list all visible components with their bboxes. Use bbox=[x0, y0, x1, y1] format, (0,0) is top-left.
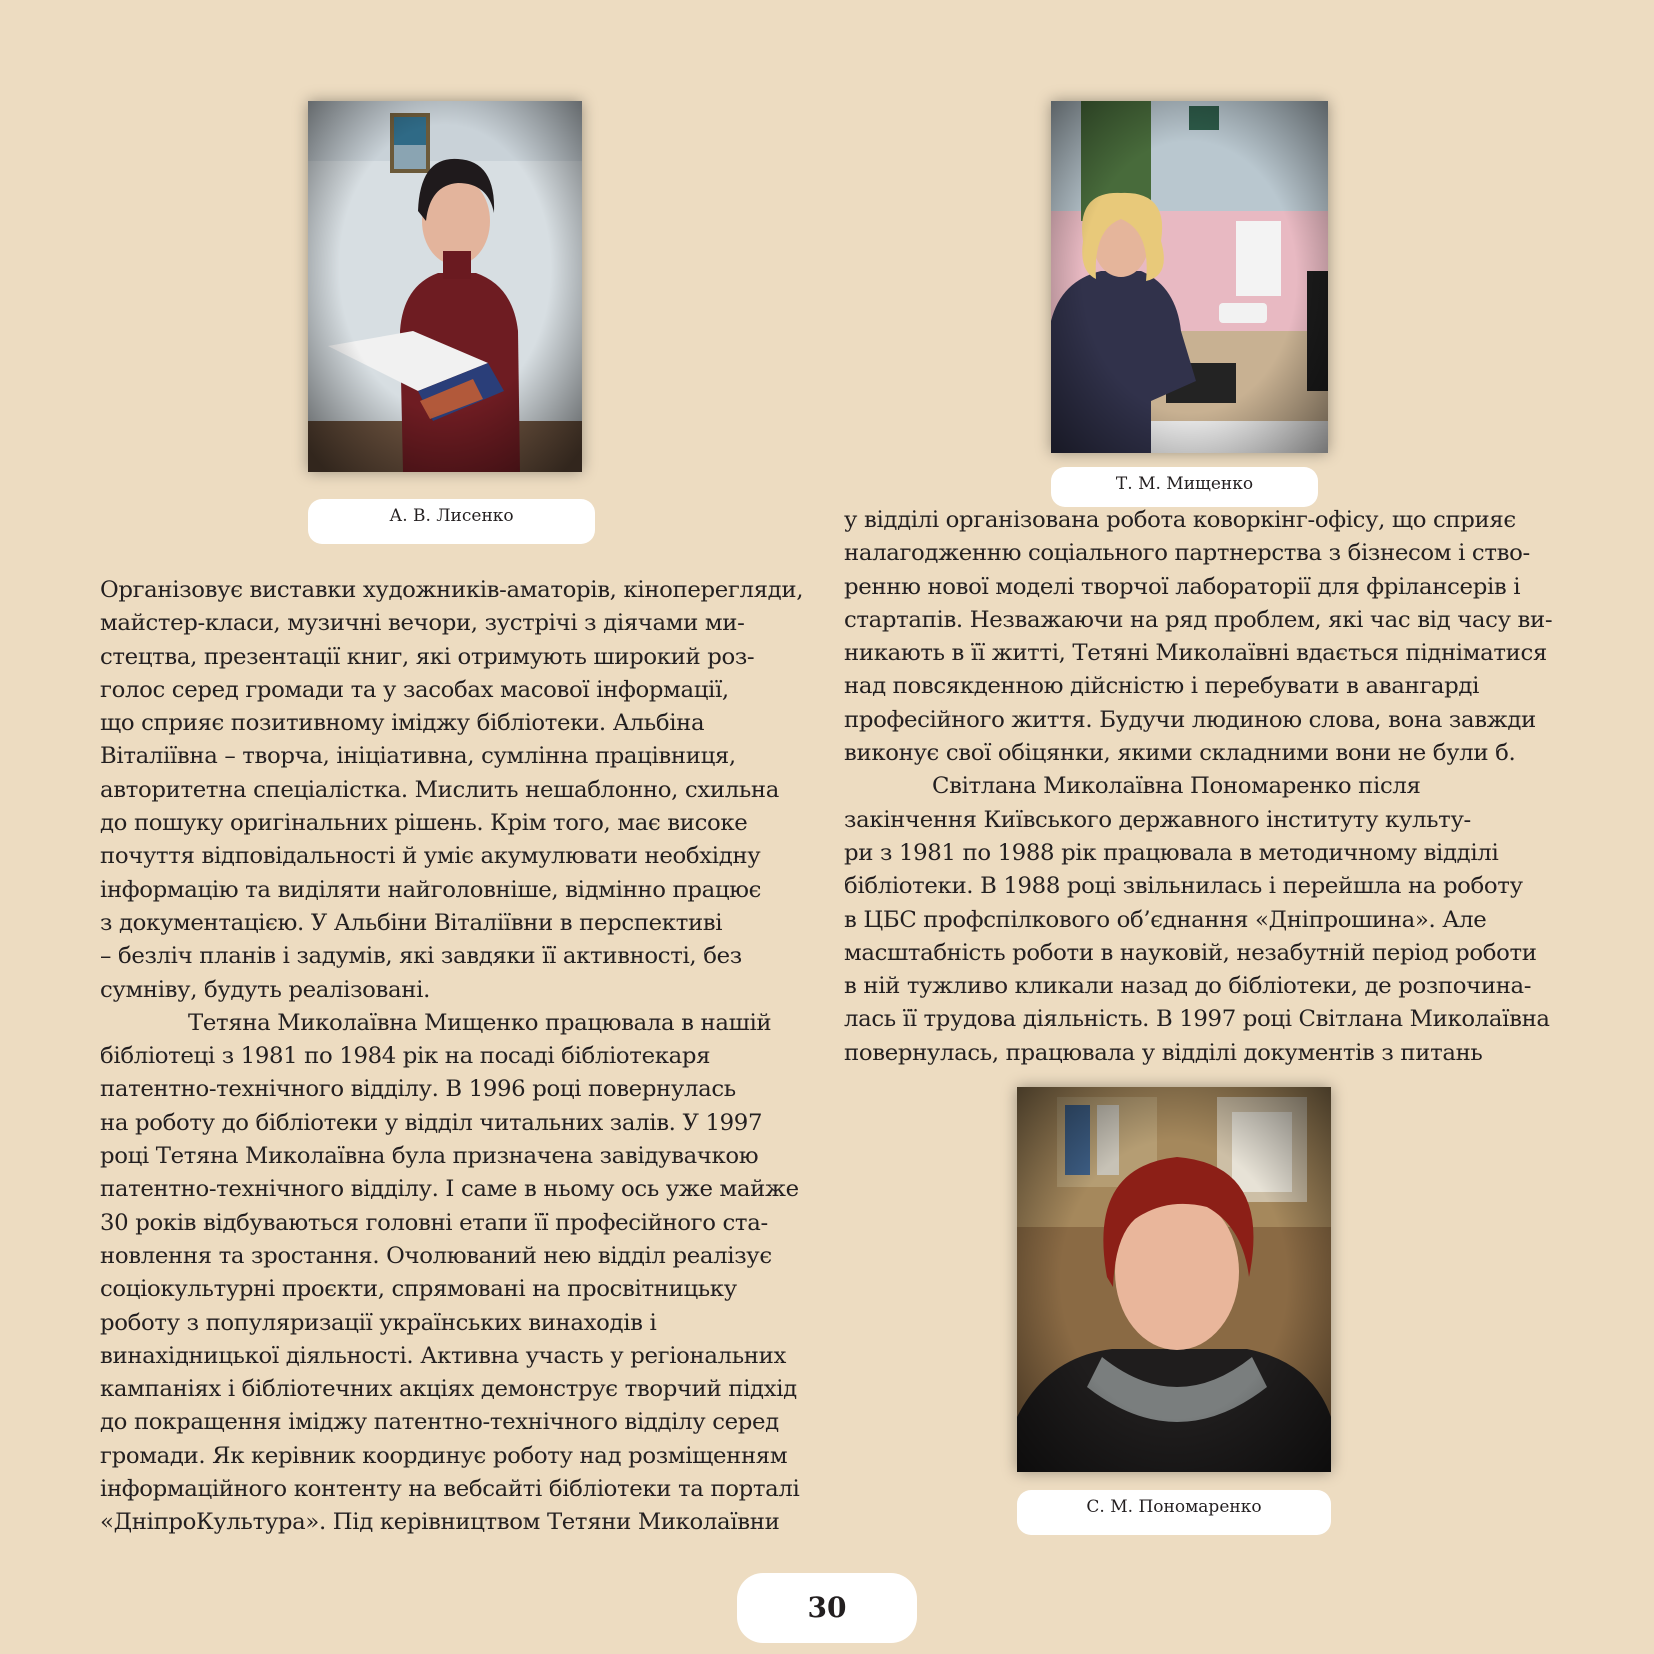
text-line: у відділі організована робота коворкінг-офісу, що сприяє bbox=[844, 507, 1516, 533]
text-line: патентно-технічного відділу. В 1996 році повернулась bbox=[100, 1076, 736, 1103]
text-line: над повсякденною дійсністю і перебувати в авангарді bbox=[844, 673, 1480, 700]
text-line: в ній тужливо кликали назад до бібліотеки, де розпочина- bbox=[844, 973, 1532, 1000]
text-line: Віталіївна – творча, ініціативна, сумлінна працівниця, bbox=[100, 743, 736, 770]
text-line: громади. Як керівник координує роботу над розміщенням bbox=[100, 1442, 788, 1469]
text-line: в ЦБС профспілкового об’єднання «Дніпрошина». Але bbox=[844, 906, 1487, 933]
text-line: голос серед громади та у засобах масової інформації, bbox=[100, 676, 729, 703]
text-line: новлення та зростання. Очолюваний нею відділ реалізує bbox=[100, 1242, 772, 1269]
text-line: ренню нової моделі творчої лабораторії для фрілансерів і bbox=[844, 573, 1521, 600]
text-line: бібліотеки. В 1988 році звільнилась і перейшла на роботу bbox=[844, 873, 1523, 900]
text-line: винахідницької діяльності. Активна участь у регіональних bbox=[100, 1342, 786, 1369]
text-line: Тетяна Миколаївна Мищенко працювала в нашій bbox=[188, 1009, 772, 1036]
text-line: стецтва, презентації книг, які отримують широкий роз- bbox=[100, 643, 755, 670]
text-line: «ДніпроКультура». Під керівництвом Тетяни Миколаївни bbox=[100, 1509, 780, 1536]
text-line: закінчення Київського державного інституту культу- bbox=[844, 806, 1471, 833]
text-line: бібліотеці з 1981 по 1984 рік на посаді бібліотекаря bbox=[100, 1043, 711, 1070]
text-line: до пошуку оригінальних рішень. Крім того, має високе bbox=[100, 810, 748, 837]
text-line: налагодженню соціального партнерства з бізнесом і ство- bbox=[844, 540, 1530, 567]
text-line: стартапів. Незважаючи на ряд проблем, які час від часу ви- bbox=[844, 606, 1553, 633]
photo-caption: Т. М. Мищенко bbox=[1051, 467, 1318, 507]
text-line: патентно-технічного відділу. І саме в ньому ось уже майже bbox=[100, 1176, 799, 1203]
text-line: інформаційного контенту на вебсайті бібліотеки та порталі bbox=[100, 1476, 800, 1503]
text-line: масштабність роботи в науковій, незабутній період роботи bbox=[844, 939, 1537, 966]
photo-ponomarenko bbox=[1017, 1087, 1331, 1472]
text-line: авторитетна спеціалістка. Мислить нешаблонно, схильна bbox=[100, 776, 779, 803]
text-line: майстер-класи, музичні вечори, зустрічі з діячами ми- bbox=[100, 610, 745, 637]
text-line: повернулась, працювала у відділі документів з питань bbox=[844, 1039, 1483, 1066]
text-line: інформацію та виділяти найголовніше, відмінно працює bbox=[100, 876, 762, 903]
photo-caption: А. В. Лисенко bbox=[308, 499, 595, 544]
text-line: на роботу до бібліотеки у відділ читальних залів. У 1997 bbox=[100, 1109, 763, 1136]
photo-caption: С. М. Пономаренко bbox=[1017, 1490, 1331, 1535]
text-line: сумніву, будуть реалізовані. bbox=[100, 976, 430, 1003]
text-line: Організовує виставки художників-аматорів, кіноперегляди, bbox=[100, 577, 804, 603]
text-line: виконує свої обіцянки, якими складними вони не були б. bbox=[844, 740, 1516, 767]
text-line: кампаніях і бібліотечних акціях демонструє творчий підхід bbox=[100, 1376, 797, 1403]
text-line: – безліч планів і задумів, які завдяки її активності, без bbox=[100, 943, 742, 970]
text-line: 30 років відбуваються головні етапи її професійного ста- bbox=[100, 1209, 768, 1236]
right-text-column bbox=[844, 504, 1552, 1070]
photo-mishchenko bbox=[1051, 101, 1328, 453]
text-line: почуття відповідальності й уміє акумулювати необхідну bbox=[100, 843, 761, 870]
text-line: лась її трудова діяльність. В 1997 році Світлана Миколаївна bbox=[844, 1006, 1550, 1033]
text-line: ри з 1981 по 1988 рік працювала в методичному відділі bbox=[844, 839, 1499, 866]
text-line: Світлана Миколаївна Пономаренко після bbox=[932, 773, 1421, 800]
text-line: соціокультурні проєкти, спрямовані на просвітницьку bbox=[100, 1276, 737, 1303]
photo-lysenko bbox=[308, 101, 582, 472]
text-line: що сприяє позитивному іміджу бібліотеки. Альбіна bbox=[100, 710, 705, 737]
page-number: 30 bbox=[737, 1573, 917, 1643]
text-line: з документацією. У Альбіни Віталіївни в перспективі bbox=[100, 909, 723, 936]
text-line: до покращення іміджу патентно-технічного відділу серед bbox=[100, 1409, 779, 1436]
text-line: професійного життя. Будучи людиною слова, вона завжди bbox=[844, 706, 1536, 733]
text-line: никають в її житті, Тетяні Миколаївні вдається підніматися bbox=[844, 640, 1547, 667]
text-line: роботу з популяризації українських винаходів і bbox=[100, 1309, 657, 1336]
left-text-column bbox=[100, 574, 803, 1540]
text-line: році Тетяна Миколаївна була призначена завідувачкою bbox=[100, 1143, 759, 1170]
